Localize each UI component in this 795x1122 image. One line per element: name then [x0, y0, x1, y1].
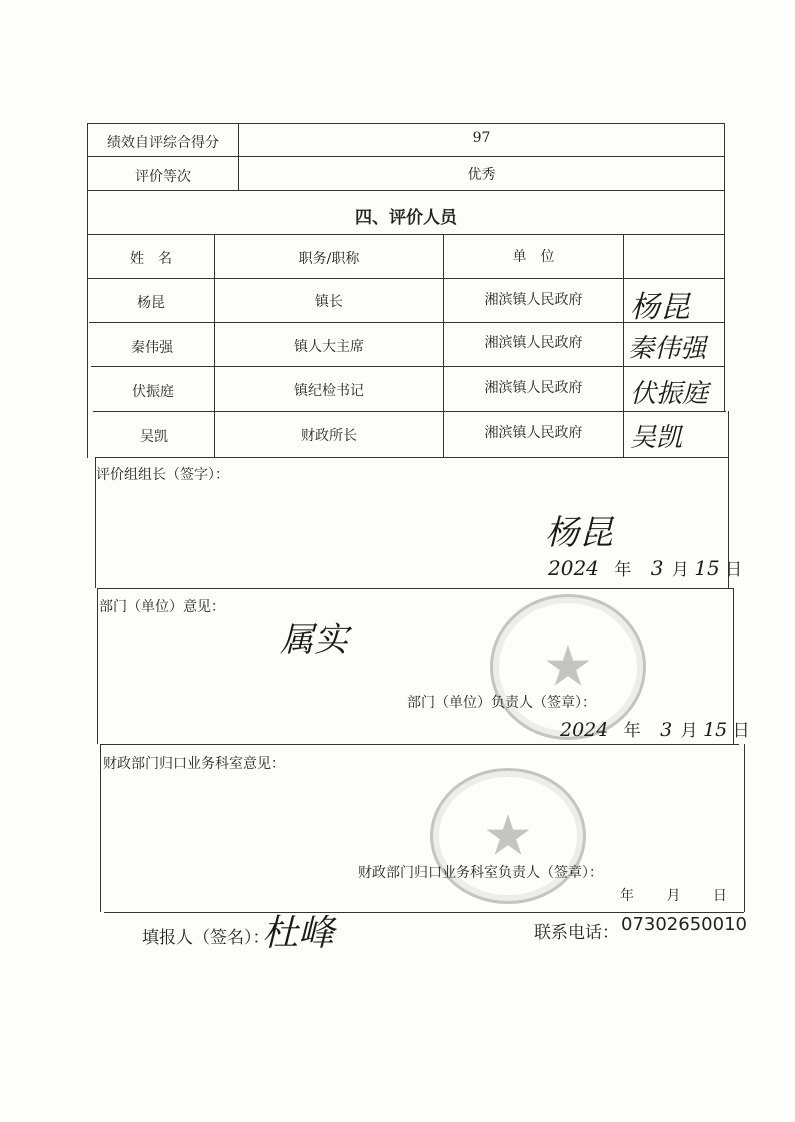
table-row-title: 镇长 — [315, 294, 343, 310]
finance-date — [620, 885, 727, 905]
row-divider — [95, 457, 728, 458]
row-divider — [87, 278, 724, 279]
department-date-day: 15 — [703, 719, 728, 741]
finance-date-day-char: 日 — [712, 888, 727, 904]
table-row-unit: 湘滨镇人民政府 — [484, 292, 583, 308]
department-date-year-char: 年 — [623, 721, 641, 741]
signature-row-3: 伏振庭 — [630, 379, 709, 409]
leader-label: 评价组组长（签字）： — [96, 467, 229, 483]
row-divider — [104, 912, 744, 913]
table-row-title: 财政所长 — [301, 428, 357, 444]
leader-date-day: 15 — [694, 556, 720, 580]
filler-signature: 杜峰 — [262, 913, 335, 954]
leader-date — [548, 555, 742, 580]
row-divider — [87, 190, 724, 191]
col-divider — [623, 234, 624, 457]
row-divider — [87, 123, 724, 124]
frame-right — [724, 123, 725, 411]
signature-row-2: 秦伟强 — [628, 334, 707, 364]
department-date-year: 2024 — [560, 719, 609, 741]
finance-responsible-label: 财政部门归口业务科室负责人（签章）： — [358, 865, 603, 881]
row-divider — [87, 156, 724, 157]
finance-label: 财政部门归口业务科室意见： — [103, 756, 285, 772]
contact-label: 联系电话： — [534, 923, 619, 943]
contact-phone: 07302650010 — [621, 914, 747, 935]
grade-label: 评价等次 — [135, 169, 191, 185]
department-responsible-label: 部门（单位）负责人（签章）： — [407, 695, 596, 711]
table-row-title: 镇纪检书记 — [294, 383, 364, 399]
table-row-title: 镇人大主席 — [294, 339, 364, 355]
finance-seal — [430, 768, 586, 904]
leader-date-month-char: 月 — [671, 560, 689, 580]
leader-signature: 杨昆 — [545, 513, 613, 553]
frame-left — [97, 588, 98, 744]
table-row-unit: 湘滨镇人民政府 — [484, 425, 583, 441]
frame-left — [100, 744, 101, 912]
header-name: 姓 名 — [130, 251, 172, 267]
department-date-day-char: 日 — [732, 721, 750, 741]
header-unit: 单 位 — [512, 249, 555, 265]
leader-date-year-char: 年 — [614, 560, 632, 580]
department-label: 部门（单位）意见： — [99, 599, 225, 615]
row-divider — [97, 588, 733, 589]
leader-date-month: 3 — [650, 556, 664, 580]
row-divider — [93, 411, 726, 412]
grade-value: 优秀 — [467, 167, 496, 183]
row-divider — [89, 322, 724, 323]
signature-row-4: 吴凯 — [630, 423, 683, 453]
department-date-month-char: 月 — [680, 721, 698, 741]
star-icon: ★ — [482, 803, 534, 869]
finance-date-year-char: 年 — [620, 888, 634, 904]
finance-date-month-char: 月 — [666, 888, 681, 904]
table-row-name: 伏振庭 — [132, 384, 174, 400]
leader-date-day-char: 日 — [725, 560, 743, 580]
department-date — [560, 716, 750, 741]
score-label: 绩效自评综合得分 — [107, 135, 219, 151]
section-title: 四、评价人员 — [355, 208, 457, 228]
row-divider — [100, 744, 739, 745]
department-date-month: 3 — [660, 719, 673, 741]
department-opinion-signature: 属实 — [280, 620, 348, 660]
table-row-unit: 湘滨镇人民政府 — [484, 335, 583, 351]
table-row-name: 秦伟强 — [131, 340, 173, 356]
row-divider — [87, 234, 724, 235]
header-title: 职务/职称 — [298, 251, 360, 267]
star-icon: ★ — [542, 634, 594, 700]
filler-label: 填报人（签名）： — [142, 928, 270, 948]
leader-date-year: 2024 — [548, 556, 599, 580]
score-value: 97 — [472, 130, 491, 146]
table-row-name: 杨昆 — [137, 295, 165, 311]
table-row-name: 吴凯 — [140, 429, 168, 445]
row-divider — [91, 366, 725, 367]
frame-right — [744, 744, 745, 912]
table-row-unit: 湘滨镇人民政府 — [484, 380, 583, 396]
signature-row-1: 杨昆 — [630, 290, 690, 325]
